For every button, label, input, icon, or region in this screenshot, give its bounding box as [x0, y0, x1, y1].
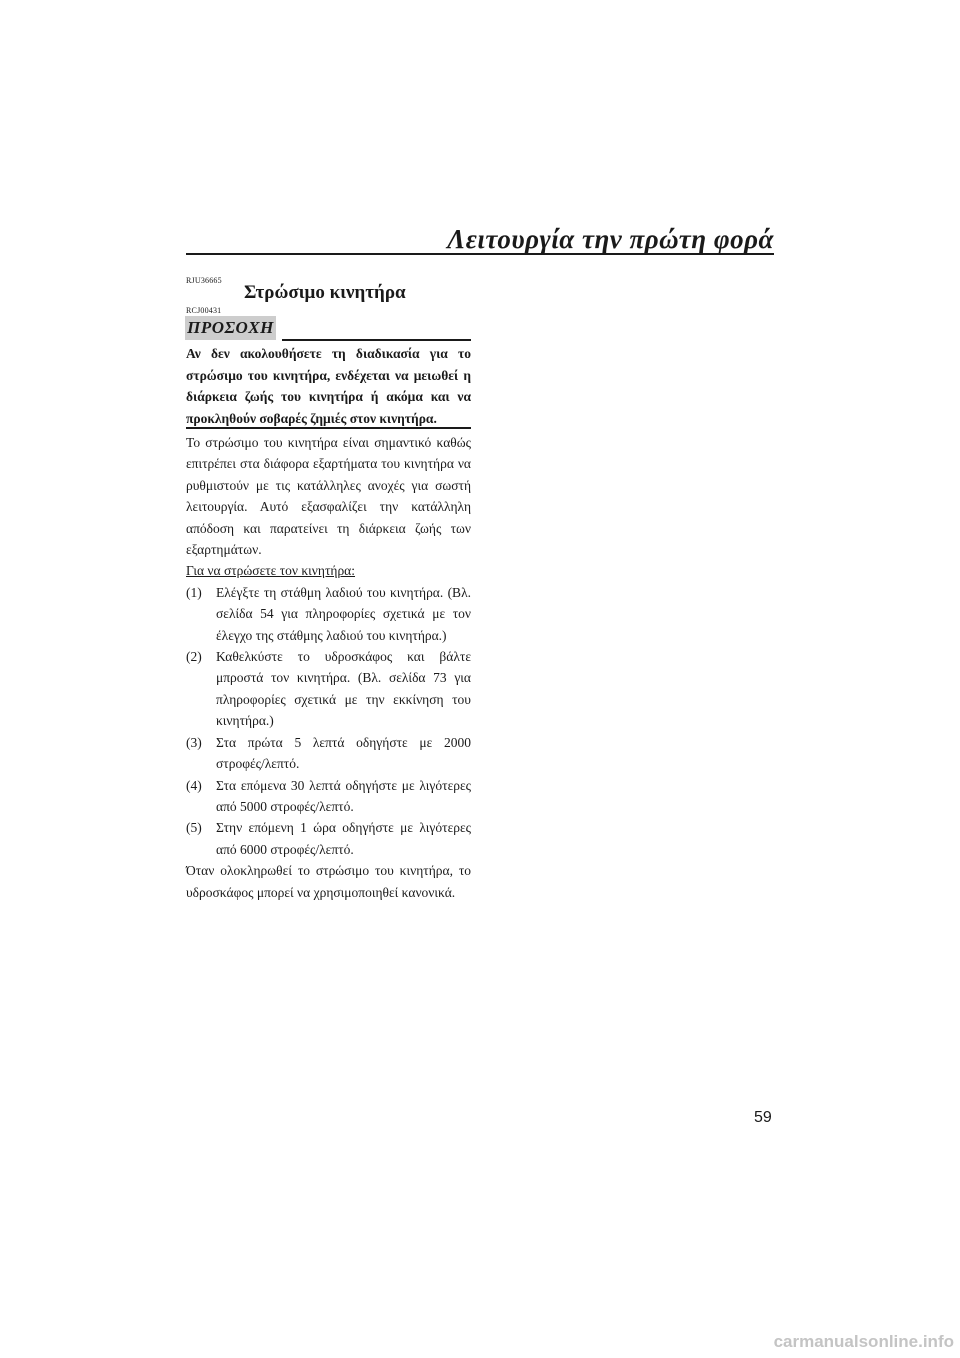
procedure-step — [186, 775, 471, 818]
intro-paragraph: Το στρώσιμο του κινητήρα είναι σημαντικό καθώς επιτρέπει στα διάφορα εξαρτήματα του κινητήρα να ρυθμιστούν με τις κατάλληλες ανοχές για σωστή λειτουργία. Αυτό εξασφαλίζει την κατάλληλη απόδοση και παρατείνει τη διάρκεια ζωής των εξαρτημάτων. — [186, 435, 471, 558]
caution-text: Αν δεν ακολουθήσετε τη διαδικασία για το στρώσιμο του κινητήρα, ενδέχεται να μειωθεί η διάρκεια ζωής του κινητήρα ή ακόμα και να προκληθούν σοβαρές ζημιές στον κινητήρα. — [186, 346, 471, 426]
step-text: Ελέγξτε τη στάθμη λαδιού του κινητήρα. (Βλ. σελίδα 54 για πληροφορίες σχετικά με τον έλεγχο της στάθμης λαδιού του κινητήρα.) — [216, 584, 471, 643]
step-text: Στα πρώτα 5 λεπτά οδηγήστε με 2000 στροφές/λεπτό. — [216, 734, 471, 772]
section-title: Στρώσιμο κινητήρα — [244, 282, 406, 303]
watermark: carmanualsonline.info — [773, 1332, 954, 1351]
step-number: (1) — [186, 584, 202, 600]
step-number: (3) — [186, 734, 202, 750]
step-text: Στην επόμενη 1 ώρα οδηγήστε με λιγότερες από 6000 στροφές/λεπτό. — [216, 820, 471, 857]
procedure-step — [186, 732, 471, 775]
body-content — [186, 432, 471, 903]
step-text: Καθελκύστε το υδροσκάφος και βάλτε μπροστά τον κινητήρα. (Βλ. σελίδα 73 για πληροφορίες σχετικά με την εκκίνηση του κινητήρα.) — [216, 649, 471, 729]
page-number: 59 — [754, 1109, 772, 1126]
section-code: RJU36665 — [186, 276, 222, 285]
procedure-step — [186, 817, 471, 860]
header-rule — [186, 253, 774, 255]
caution-badge: ΠΡΟΣΟΧΗ — [185, 316, 276, 340]
step-number: (2) — [186, 649, 202, 665]
page-header-title: Λειτουργία την πρώτη φορά — [447, 224, 774, 254]
caution-code: RCJ00431 — [186, 306, 222, 315]
step-text: Στα επόμενα 30 λεπτά οδηγήστε με λιγότερες από 5000 στροφές/λεπτό. — [216, 777, 471, 814]
caution-rule-bottom — [186, 427, 471, 429]
procedure-step — [186, 646, 471, 732]
closing-paragraph: Όταν ολοκληρωθεί το στρώσιμο του κινητήρα, το υδροσκάφος μπορεί να χρησιμοποιηθεί κανονικά. — [186, 863, 471, 900]
caution-rule-top — [282, 339, 471, 341]
step-number: (5) — [186, 820, 202, 836]
procedure-subheading: Για να στρώσετε τον κινητήρα: — [186, 563, 356, 579]
step-number: (4) — [186, 777, 202, 793]
procedure-step — [186, 582, 471, 646]
